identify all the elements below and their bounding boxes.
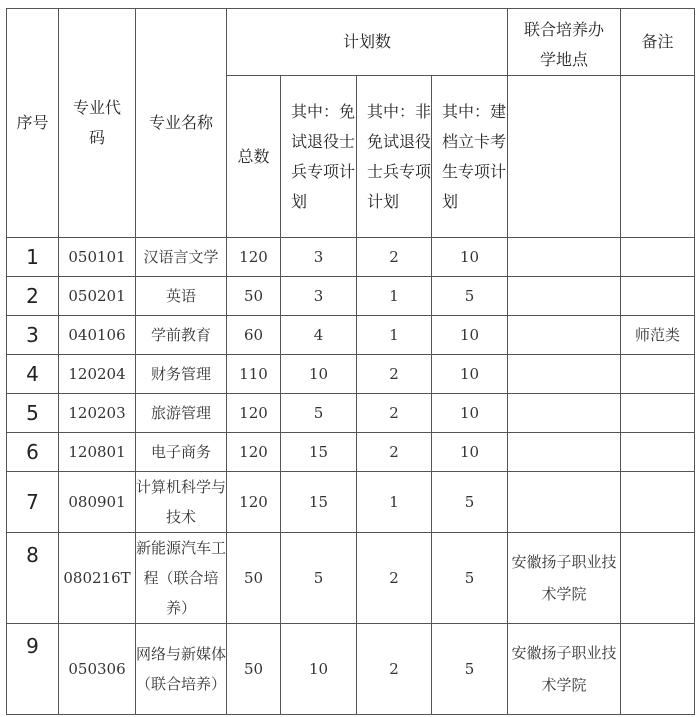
row-total: 50 [227, 277, 281, 316]
row-name: 旅游管理 [136, 394, 227, 433]
row-total: 50 [227, 624, 281, 715]
row-note [621, 355, 695, 394]
row-site: 安徽扬子职业技术学院 [508, 624, 621, 715]
enrollment-plan-table [6, 8, 695, 715]
table-row [7, 238, 695, 277]
header-site-empty [508, 76, 621, 238]
table-row [7, 533, 695, 624]
row-non-exempt: 2 [357, 624, 432, 715]
row-total: 110 [227, 355, 281, 394]
row-non-exempt: 2 [357, 238, 432, 277]
row-total: 120 [227, 472, 281, 533]
row-index: 3 [7, 316, 59, 355]
row-code: 050306 [59, 624, 136, 715]
row-name: 汉语言文学 [136, 238, 227, 277]
header-code: 专业代码 [59, 9, 136, 238]
header-non-exempt: 其中：非免试退役士兵专项计划 [357, 76, 432, 238]
row-exempt: 15 [281, 433, 357, 472]
row-note [621, 624, 695, 715]
row-note [621, 433, 695, 472]
row-site [508, 355, 621, 394]
row-exempt: 10 [281, 624, 357, 715]
row-note: 师范类 [621, 316, 695, 355]
row-exempt: 3 [281, 238, 357, 277]
row-index: 2 [7, 277, 59, 316]
table-row [7, 355, 695, 394]
row-poverty: 10 [432, 433, 508, 472]
row-note [621, 277, 695, 316]
row-note [621, 472, 695, 533]
header-note-empty [621, 76, 695, 238]
row-code: 120203 [59, 394, 136, 433]
row-index: 1 [7, 238, 59, 277]
header-row-top [7, 9, 695, 76]
row-site [508, 316, 621, 355]
header-index: 序号 [7, 9, 59, 238]
table-row [7, 394, 695, 433]
row-exempt: 10 [281, 355, 357, 394]
row-code: 120204 [59, 355, 136, 394]
header-site: 联合培养办学地点 [508, 9, 621, 76]
table-row [7, 472, 695, 533]
row-code: 080216T [59, 533, 136, 624]
header-poverty: 其中：建档立卡考生专项计划 [432, 76, 508, 238]
row-total: 60 [227, 316, 281, 355]
row-note [621, 238, 695, 277]
row-non-exempt: 2 [357, 394, 432, 433]
row-index: 5 [7, 394, 59, 433]
row-note [621, 533, 695, 624]
header-plan: 计划数 [227, 9, 508, 76]
row-site [508, 238, 621, 277]
row-code: 050101 [59, 238, 136, 277]
row-non-exempt: 2 [357, 355, 432, 394]
table-row [7, 316, 695, 355]
row-exempt: 5 [281, 533, 357, 624]
row-poverty: 10 [432, 316, 508, 355]
row-non-exempt: 1 [357, 472, 432, 533]
row-total: 120 [227, 394, 281, 433]
row-name: 新能源汽车工程（联合培养） [136, 533, 227, 624]
header-exempt: 其中：免试退役士兵专项计划 [281, 76, 357, 238]
row-non-exempt: 1 [357, 277, 432, 316]
row-code: 120801 [59, 433, 136, 472]
row-total: 120 [227, 238, 281, 277]
row-exempt: 15 [281, 472, 357, 533]
row-name: 财务管理 [136, 355, 227, 394]
row-code: 050201 [59, 277, 136, 316]
row-site [508, 433, 621, 472]
row-site [508, 472, 621, 533]
row-poverty: 5 [432, 472, 508, 533]
row-exempt: 5 [281, 394, 357, 433]
row-name: 网络与新媒体（联合培养） [136, 624, 227, 715]
row-site [508, 394, 621, 433]
row-poverty: 10 [432, 355, 508, 394]
row-index: 6 [7, 433, 59, 472]
table-row [7, 277, 695, 316]
row-poverty: 5 [432, 624, 508, 715]
row-non-exempt: 2 [357, 533, 432, 624]
row-name: 计算机科学与技术 [136, 472, 227, 533]
row-non-exempt: 1 [357, 316, 432, 355]
row-index: 7 [7, 472, 59, 533]
row-site: 安徽扬子职业技术学院 [508, 533, 621, 624]
header-note: 备注 [621, 9, 695, 76]
row-poverty: 10 [432, 238, 508, 277]
row-name: 电子商务 [136, 433, 227, 472]
row-index: 9 [7, 624, 59, 715]
row-exempt: 3 [281, 277, 357, 316]
row-index: 4 [7, 355, 59, 394]
table-row [7, 433, 695, 472]
row-name: 英语 [136, 277, 227, 316]
row-code: 040106 [59, 316, 136, 355]
row-poverty: 5 [432, 277, 508, 316]
row-non-exempt: 2 [357, 433, 432, 472]
row-code: 080901 [59, 472, 136, 533]
row-index: 8 [7, 533, 59, 624]
header-name: 专业名称 [136, 9, 227, 238]
row-total: 120 [227, 433, 281, 472]
row-note [621, 394, 695, 433]
row-site [508, 277, 621, 316]
row-exempt: 4 [281, 316, 357, 355]
header-total: 总数 [227, 76, 281, 238]
table-row [7, 624, 695, 715]
row-poverty: 5 [432, 533, 508, 624]
row-poverty: 10 [432, 394, 508, 433]
row-total: 50 [227, 533, 281, 624]
row-name: 学前教育 [136, 316, 227, 355]
